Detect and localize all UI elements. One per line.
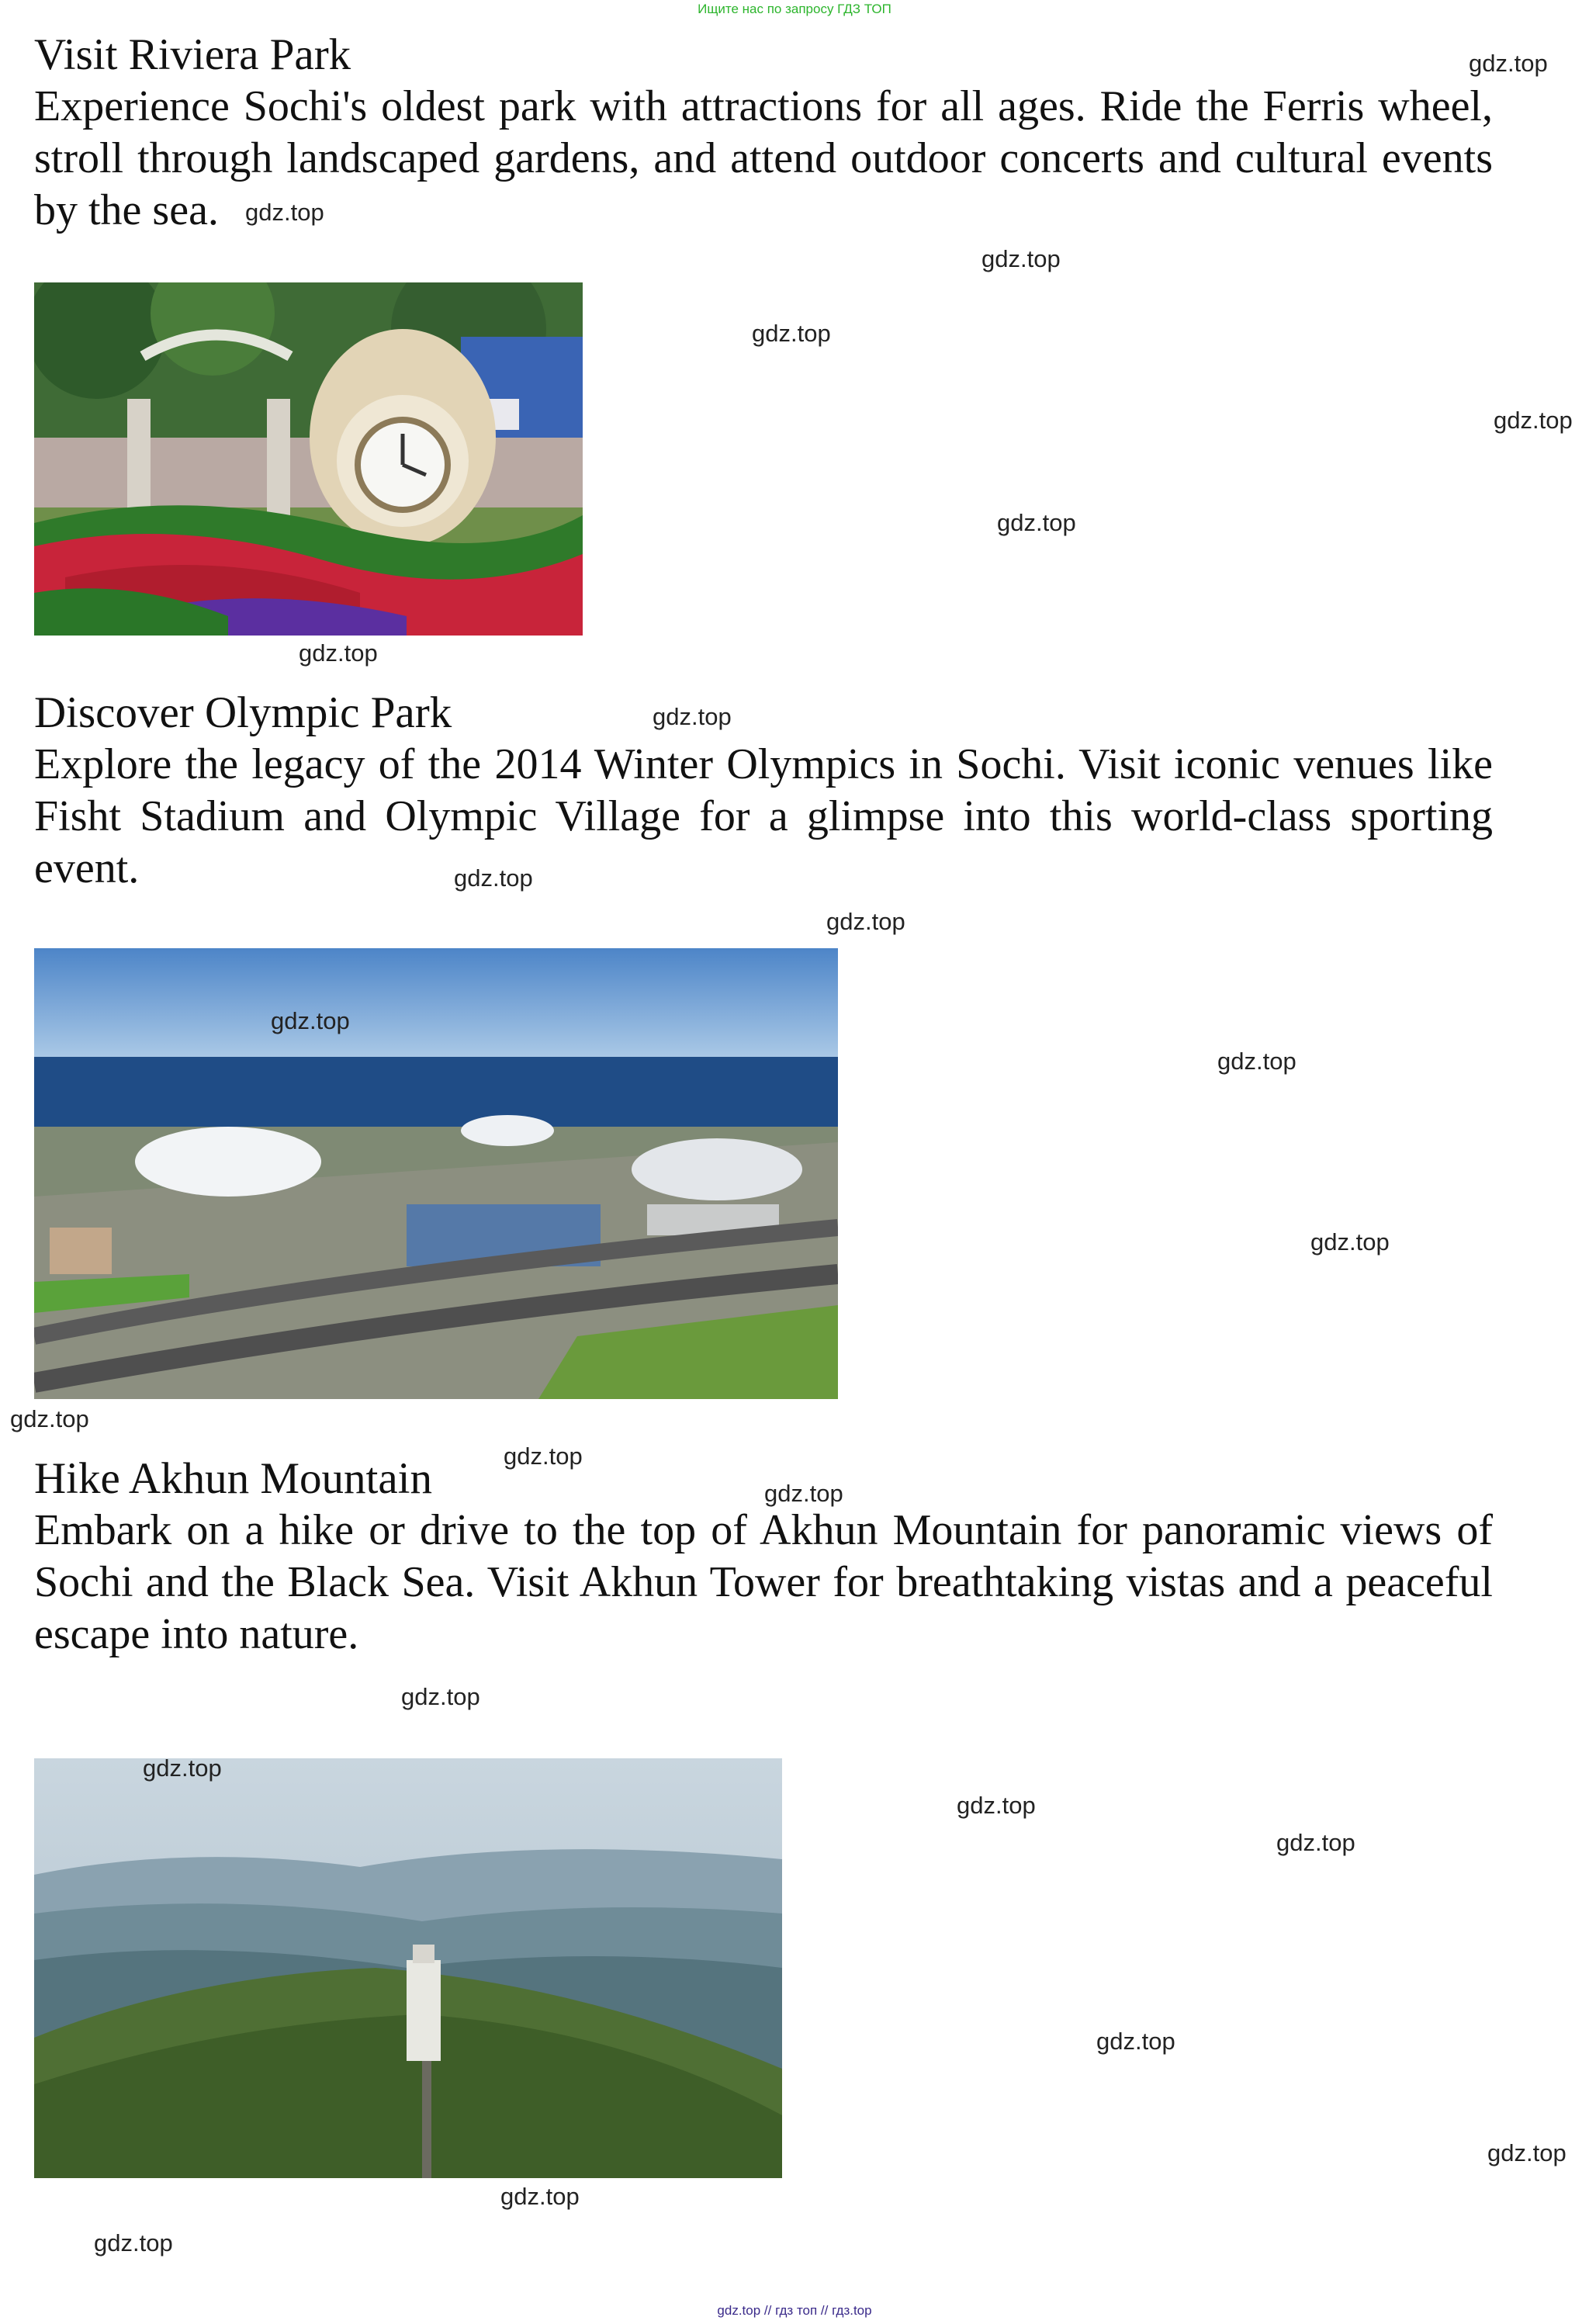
section-title: Visit Riviera Park bbox=[34, 30, 351, 79]
watermark: gdz.top bbox=[1310, 1228, 1390, 1256]
watermark: gdz.top bbox=[826, 908, 905, 935]
watermark: gdz.top bbox=[764, 1480, 843, 1507]
section-akhun-mountain bbox=[34, 1453, 1493, 1661]
watermark: gdz.top bbox=[504, 1443, 583, 1470]
watermark: gdz.top bbox=[401, 1683, 480, 1710]
watermark: gdz.top bbox=[1096, 2028, 1175, 2055]
section-olympic-park bbox=[34, 688, 1493, 895]
watermark: gdz.top bbox=[94, 2229, 173, 2256]
riviera-park-photo bbox=[34, 282, 583, 636]
akhun-mountain-photo bbox=[34, 1758, 782, 2178]
section-body: Embark on a hike or drive to the top of Akhun Mountain for panoramic views of Sochi and the Black Sea. Visit Akhun Tower for breathtaking vistas and a peaceful escape into nature. bbox=[34, 1506, 1493, 1658]
footer-links[interactable]: gdz.top // гдз топ // гдз.top bbox=[717, 2303, 872, 2318]
section-body: Explore the legacy of the 2014 Winter Olympics in Sochi. Visit iconic venues like Fisht Stadium and Olympic Village for a glimpse into this world-class sporting event. bbox=[34, 740, 1493, 892]
watermark: gdz.top bbox=[752, 320, 831, 347]
top-banner: Ищите нас по запросу ГДЗ ТОП bbox=[698, 2, 891, 16]
watermark: gdz.top bbox=[10, 1405, 89, 1432]
section-title: Hike Akhun Mountain bbox=[34, 1454, 432, 1503]
olympic-park-photo bbox=[34, 948, 838, 1399]
watermark: gdz.top bbox=[1494, 407, 1573, 434]
watermark: gdz.top bbox=[1487, 2139, 1566, 2166]
watermark: gdz.top bbox=[500, 2183, 580, 2210]
section-title: Discover Olympic Park bbox=[34, 688, 452, 737]
watermark: gdz.top bbox=[957, 1792, 1036, 1819]
watermark: gdz.top bbox=[271, 1007, 350, 1034]
watermark: gdz.top bbox=[143, 1754, 222, 1782]
watermark: gdz.top bbox=[997, 509, 1076, 536]
section-body: Experience Sochi's oldest park with attractions for all ages. Ride the Ferris wheel, stroll through landscaped gardens, and attend outdoor concerts and cultural events by the sea. bbox=[34, 82, 1493, 234]
watermark: gdz.top bbox=[1469, 50, 1548, 77]
watermark: gdz.top bbox=[981, 245, 1061, 272]
watermark: gdz.top bbox=[653, 703, 732, 730]
watermark: gdz.top bbox=[454, 864, 533, 892]
watermark: gdz.top bbox=[245, 199, 324, 226]
watermark: gdz.top bbox=[1217, 1048, 1296, 1075]
watermark: gdz.top bbox=[299, 639, 378, 667]
watermark: gdz.top bbox=[1276, 1829, 1355, 1856]
